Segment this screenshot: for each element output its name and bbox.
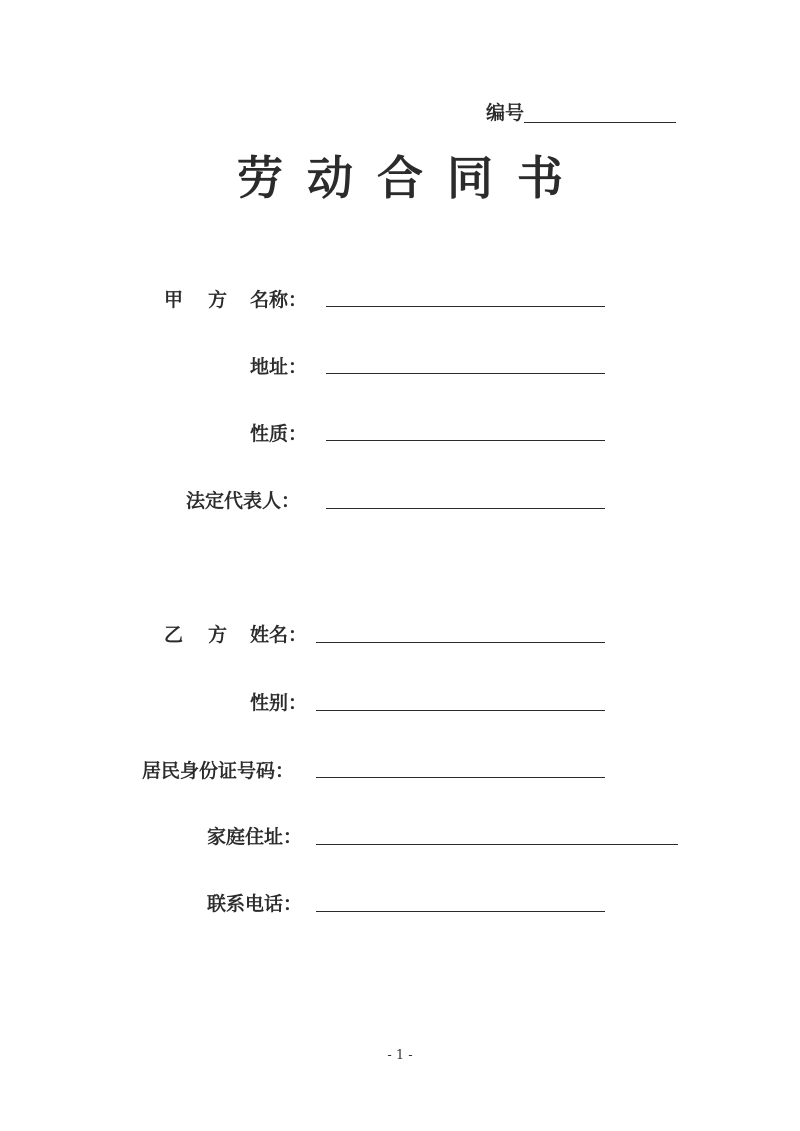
party-a-address-blank[interactable] — [326, 373, 605, 374]
party-b-char-1: 乙 — [164, 624, 184, 646]
serial-number-field — [486, 100, 676, 126]
party-b-char-2: 方 — [208, 624, 228, 646]
document-title: 劳动合同书 — [237, 151, 587, 205]
party-a-legal-rep-label: 法定代表人： — [186, 490, 301, 512]
party-a-address-label: 地址： — [250, 356, 308, 378]
serial-number-label: 编号 — [486, 102, 525, 124]
page-number: - 1 - — [387, 1048, 413, 1063]
party-a-char-2: 方 — [208, 289, 228, 311]
party-b-home-address-label: 家庭住址： — [207, 826, 303, 848]
party-b-gender-blank[interactable] — [316, 710, 605, 711]
party-a-legal-rep-blank[interactable] — [326, 508, 605, 509]
party-b-id-label: 居民身份证号码： — [142, 760, 295, 782]
party-b-gender-label: 性别： — [250, 692, 308, 714]
party-a-name-blank[interactable] — [326, 306, 605, 307]
party-b-phone-blank[interactable] — [316, 911, 605, 912]
party-b-phone-label: 联系电话： — [207, 893, 303, 915]
party-a-name-label: 名称： — [250, 289, 308, 311]
party-b-name-blank[interactable] — [316, 642, 605, 643]
party-a-nature-label: 性质： — [250, 423, 308, 445]
party-b-id-blank[interactable] — [316, 777, 605, 778]
serial-number-blank[interactable] — [524, 122, 676, 123]
party-b-home-address-blank[interactable] — [316, 844, 678, 845]
party-a-nature-blank[interactable] — [326, 440, 605, 441]
party-b-name-label: 姓名： — [250, 624, 308, 646]
party-a-char-1: 甲 — [164, 289, 184, 311]
